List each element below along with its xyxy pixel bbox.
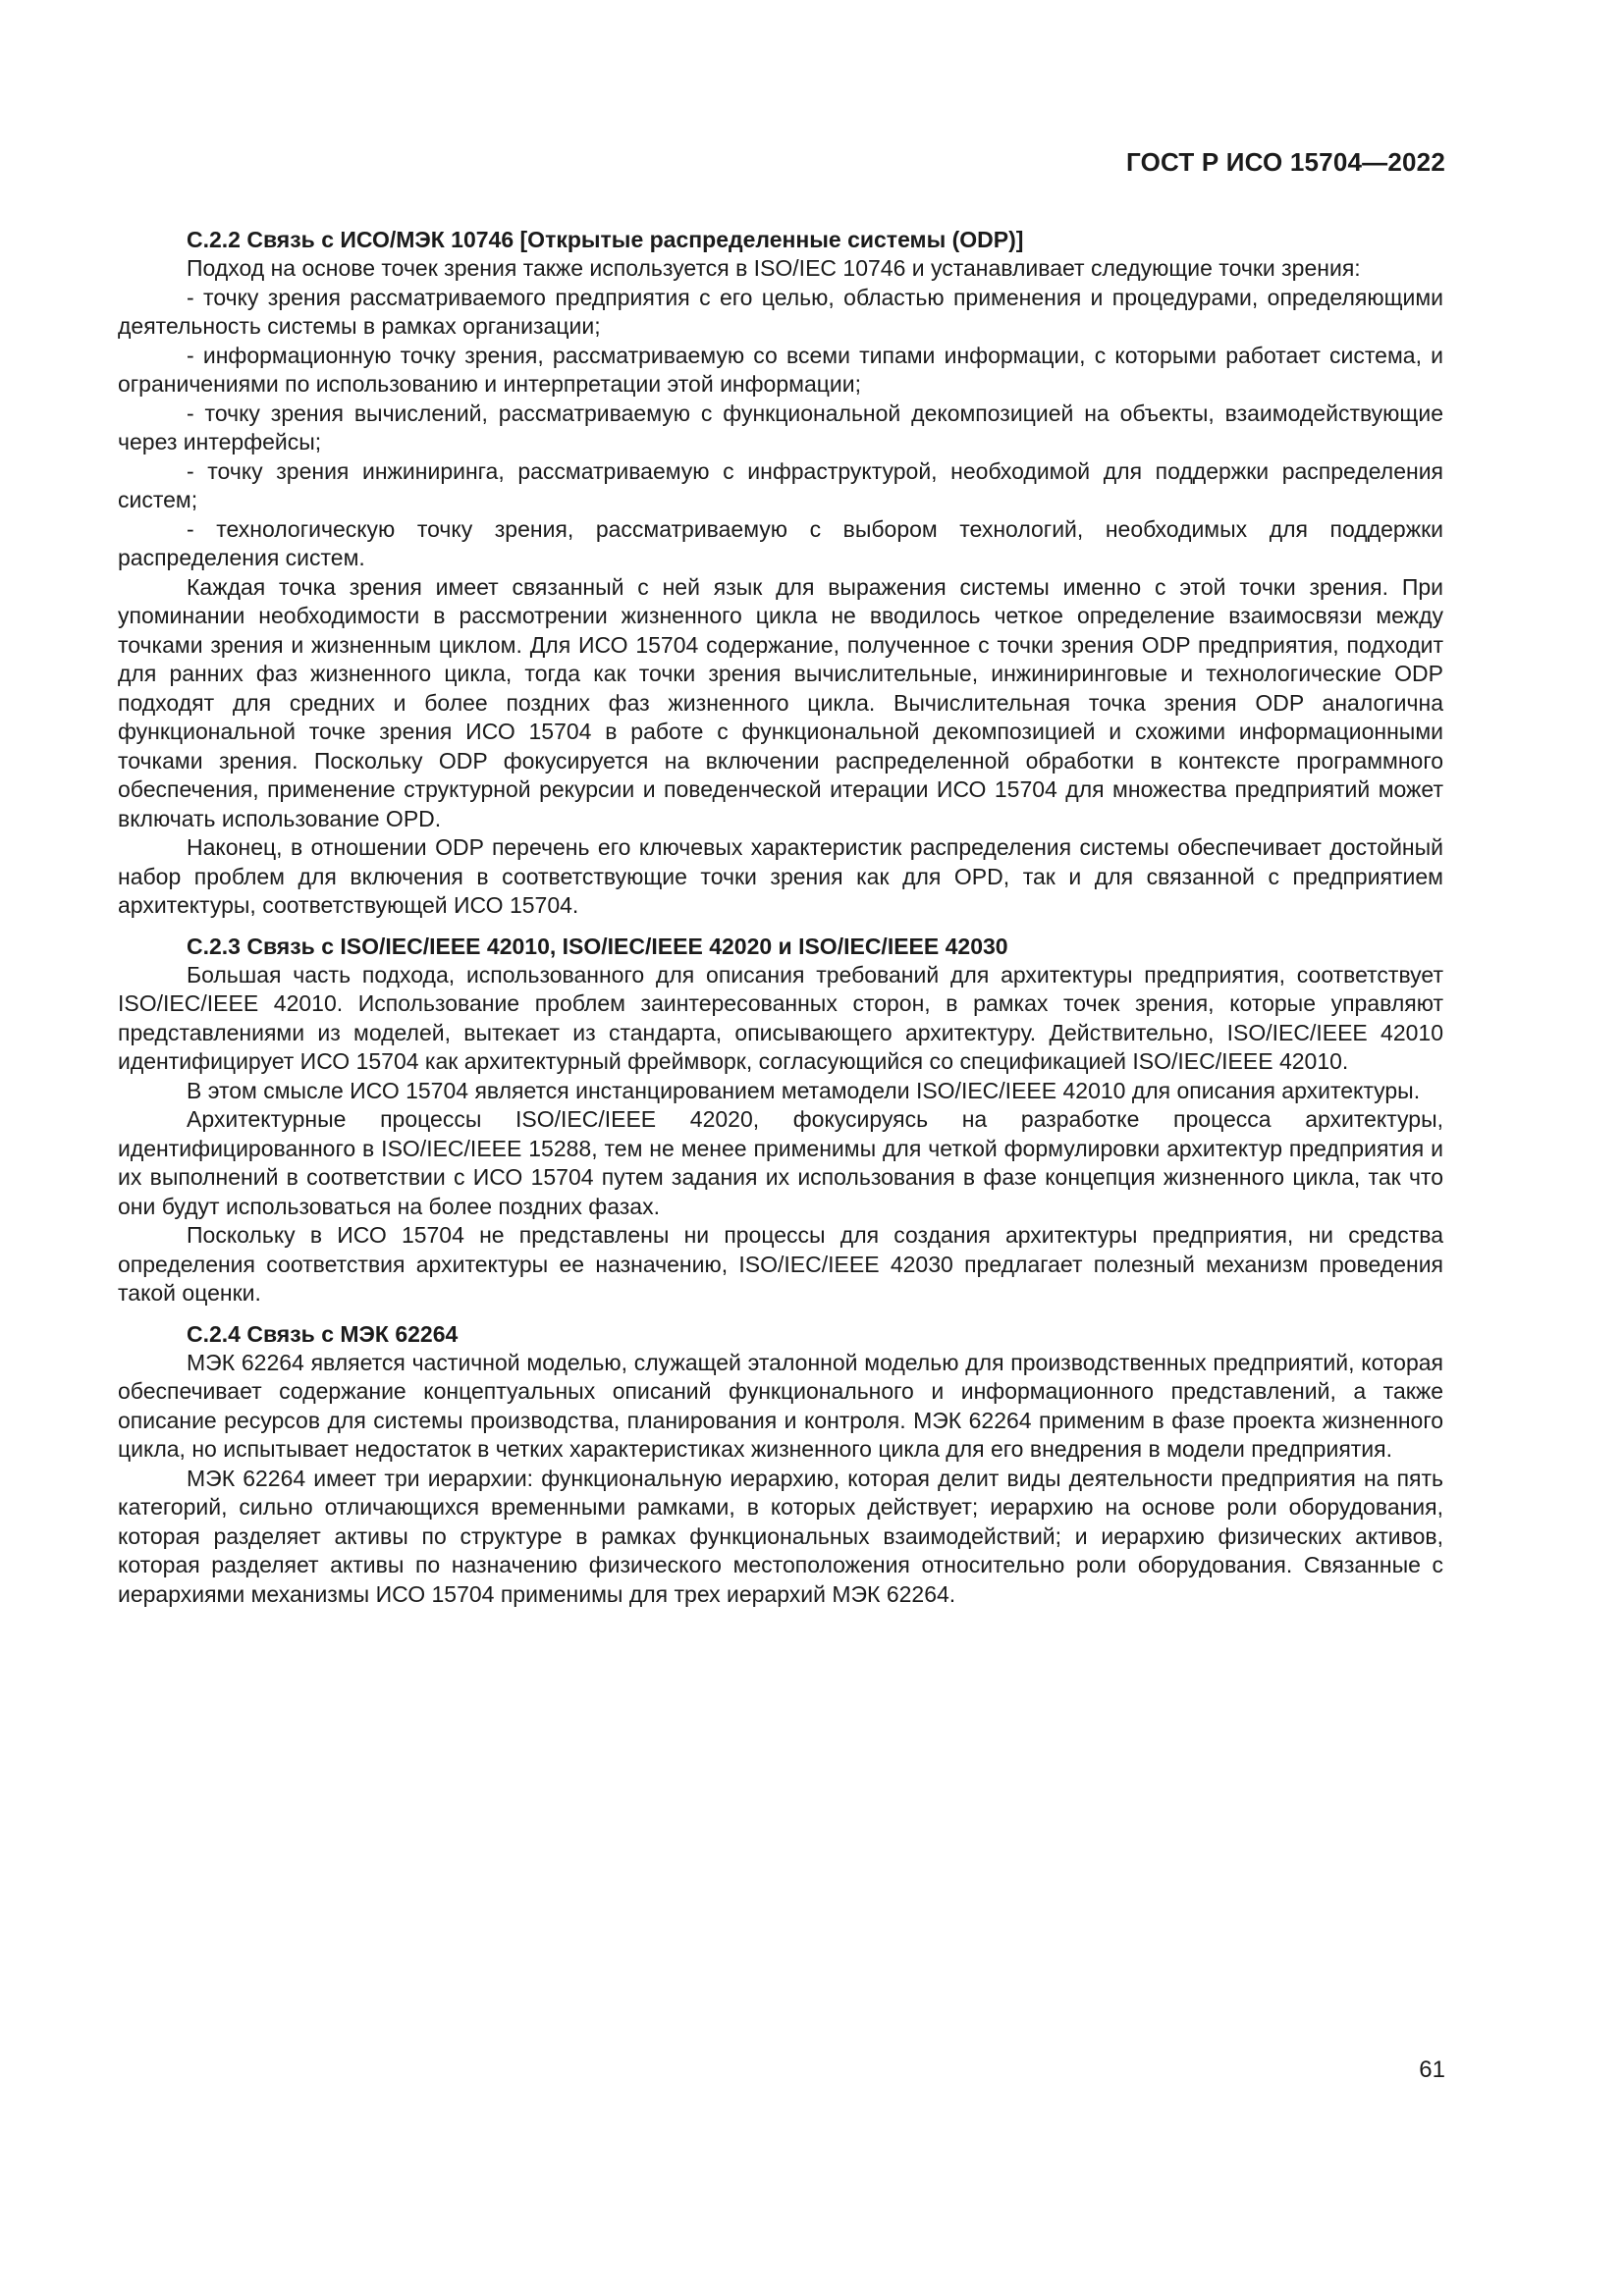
paragraph: Архитектурные процессы ISO/IEC/IEEE 42020, фокусируясь на разработке процесса архитектуры, идентифицированного в ISO/IEC/IEEE 15288, тем не менее применимы для четкой формулировки архитектур предприятия и их выполнений в соответствии с ИСО 15704 путем задания их использования в фазе концепция жизненного цикла, так что они будут использоваться на более поздних фазах. bbox=[118, 1106, 1443, 1219]
paragraph: Каждая точка зрения имеет связанный с ней язык для выражения системы именно с этой точки зрения. При упоминании необходимости в рассмотрении жизненного цикла не вводилось четкое определение взаимосвязи между точками зрения и жизненным циклом. Для ИСО 15704 содержание, полученное с точки зрения ODP предприятия, подходит для ранних фаз жизненного цикла, тогда как точки зрения вычислительные, инжиниринговые и технологические ODP подходят для средних и более поздних фаз жизненного цикла. Вычислительная точка зрения ODP аналогична функциональной точке зрения ИСО 15704 в работе с функциональной декомпозицией и схожими информационными точками зрения. Поскольку ODP фокусируется на включении распределенной обработки в контексте программного обеспечения, применение структурной рекурсии и поведенческой итерации ИСО 15704 для множества предприятий может включать использование OPD. bbox=[118, 573, 1443, 831]
list-item: - точку зрения вычислений, рассматриваемую с функциональной декомпозицией на объекты, взаимодействующие через интерфейсы; bbox=[118, 400, 1443, 454]
document-body bbox=[118, 226, 1443, 1609]
paragraph: Наконец, в отношении ODP перечень его ключевых характеристик распределения системы обеспечивает достойный набор проблем для включения в соответствующие точки зрения как для OPD, так и для связанной с предприятием архитектуры, соответствующей ИСО 15704. bbox=[118, 834, 1443, 918]
paragraph: МЭК 62264 является частичной моделью, служащей эталонной моделью для производственных предприятий, которая обеспечивает содержание концептуальных описаний функционального и информационного представлений, а также описание ресурсов для системы производства, планирования и контроля. МЭК 62264 применим в фазе проекта жизненного цикла, но испытывает недостаток в четких характеристиках жизненного цикла для его внедрения в модели предприятия. bbox=[118, 1349, 1443, 1462]
section-spacer bbox=[118, 921, 1443, 933]
section-c-2-4 bbox=[118, 1320, 1443, 1610]
section-heading: С.2.3 Связь с ISO/IEC/IEEE 42010, ISO/IEC/IEEE 42020 и ISO/IEC/IEEE 42030 bbox=[187, 933, 1008, 959]
paragraph: МЭК 62264 имеет три иерархии: функциональную иерархию, которая делит виды деятельности предприятия на пять категорий, сильно отличающихся временными рамками, в которых действует; иерархию на основе роли оборудования, которая разделяет активы по структуре в рамках функциональных взаимодействий; и иерархию физических активов, которая разделяет активы по назначению физического местоположения относительно роли оборудования. Связанные с иерархиями механизмы ИСО 15704 применимы для трех иерархий МЭК 62264. bbox=[118, 1465, 1443, 1607]
page-number: 61 bbox=[1419, 2056, 1445, 2083]
section-spacer bbox=[118, 1308, 1443, 1320]
paragraph: Подход на основе точек зрения также используется в ISO/IEC 10746 и устанавливает следующие точки зрения: bbox=[187, 255, 1361, 281]
section-heading: С.2.4 Связь с МЭК 62264 bbox=[187, 1320, 459, 1347]
section-c-2-2 bbox=[118, 226, 1443, 921]
section-c-2-3 bbox=[118, 933, 1443, 1308]
list-item: - технологическую точку зрения, рассматриваемую с выбором технологий, необходимых для поддержки распределения систем. bbox=[118, 515, 1443, 570]
list-item: - точку зрения рассматриваемого предприятия с его целью, областью применения и процедурами, определяющими деятельность системы в рамках организации; bbox=[118, 284, 1443, 339]
paragraph: Поскольку в ИСО 15704 не представлены ни процессы для создания архитектуры предприятия, ни средства определения соответствия архитектуры ее назначению, ISO/IEC/IEEE 42030 предлагает полезный механизм проведения такой оценки. bbox=[118, 1222, 1443, 1306]
paragraph: Большая часть подхода, использованного для описания требований для архитектуры предприятия, соответствует ISO/IEC/IEEE 42010. Использование проблем заинтересованных сторон, в рамках точек зрения, которые управляют представлениями из моделей, вытекает из стандарта, описывающего архитектуру. Действительно, ISO/IEC/IEEE 42010 идентифицирует ИСО 15704 как архитектурный фреймворк, согласующийся со спецификацией ISO/IEC/IEEE 42010. bbox=[118, 961, 1443, 1074]
paragraph: В этом смысле ИСО 15704 является инстанцированием метамодели ISO/IEC/IEEE 42010 для описания архитектуры. bbox=[187, 1077, 1421, 1103]
list-item: - информационную точку зрения, рассматриваемую со всеми типами информации, с которыми работает система, и ограничениями по использованию и интерпретации этой информации; bbox=[118, 342, 1443, 397]
list-item: - точку зрения инжиниринга, рассматриваемую с инфраструктурой, необходимой для поддержки распределения систем; bbox=[118, 457, 1443, 512]
document-code-header: ГОСТ Р ИСО 15704—2022 bbox=[1125, 147, 1445, 177]
section-heading: С.2.2 Связь с ИСО/МЭК 10746 [Открытые распределенные системы (ODP)] bbox=[187, 227, 1024, 252]
